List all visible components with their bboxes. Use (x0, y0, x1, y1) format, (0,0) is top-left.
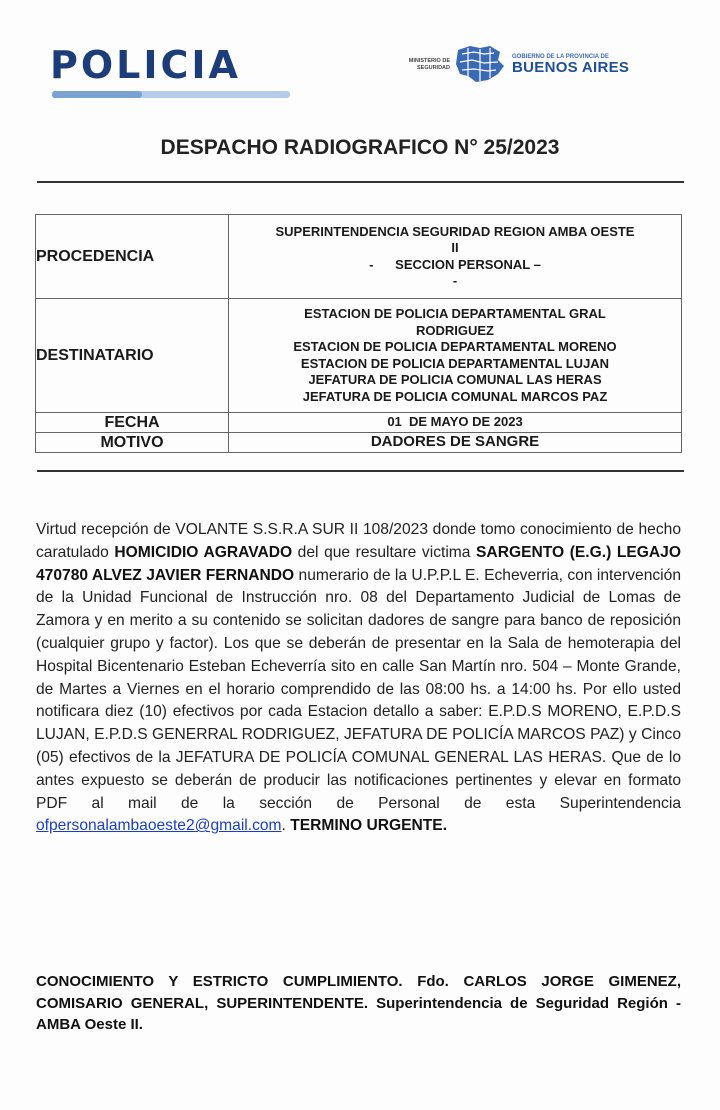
signature-block: CONOCIMIENTO Y ESTRICTO CUMPLIMIENTO. Fdo. CARLOS JORGE GIMENEZ, COMISARIO GENERAL, SUPERINTENDENTE. Superintendencia de Seguridad Región - AMBA Oeste II. (36, 973, 681, 1033)
motivo-label: MOTIVO (36, 433, 229, 453)
motivo-value: DADORES DE SANGRE (229, 433, 682, 453)
policia-logo-stripe (52, 91, 290, 98)
dispatch-info-table (35, 214, 682, 453)
procedencia-label: PROCEDENCIA (36, 215, 229, 299)
title-divider (37, 181, 684, 183)
procedencia-value: SUPERINTENDENCIA SEGURIDAD REGION AMBA OESTE II - SECCION PERSONAL – - (229, 215, 682, 299)
gobierno-buenos-aires-logo (380, 44, 660, 84)
fecha-label: FECHA (36, 413, 229, 433)
urgent-notice: TERMINO URGENTE. (290, 817, 448, 835)
procedencia-row (36, 215, 682, 299)
destinatario-row (36, 299, 682, 413)
victim-name: SARGENTO (E.G.) LEGAJO 470780 ALVEZ JAVIER FERNANDO (36, 543, 681, 584)
buenos-aires-text: BUENOS AIRES (512, 59, 630, 76)
ministerio-seguridad-text: MINISTERIO DE SEGURIDAD (408, 58, 450, 71)
fecha-value: 01 DE MAYO DE 2023 (229, 413, 682, 433)
policia-logo-text: POLICIA (50, 43, 241, 87)
case-title: HOMICIDIO AGRAVADO (114, 543, 293, 561)
table-divider (37, 470, 684, 472)
destinatario-value: ESTACION DE POLICIA DEPARTAMENTAL GRAL RODRIGUEZ ESTACION DE POLICIA DEPARTAMENTAL MORENO ESTACION DE POLICIA DEPARTAMENTAL LUJAN JEFATURA DE POLICIA COMUNAL LAS HERAS JEFATURA DE POLICIA COMUNAL MARCOS PAZ (229, 299, 682, 413)
province-map-icon (454, 44, 506, 84)
destinatario-label: DESTINATARIO (36, 299, 229, 413)
motivo-row (36, 433, 682, 453)
fecha-row (36, 413, 682, 433)
dispatch-body: Virtud recepción de VOLANTE S.S.R.A SUR II 108/2023 donde tomo conocimiento de hecho caratulado HOMICIDIO AGRAVADO del que resultare victima SARGENTO (E.G.) LEGAJO 470780 ALVEZ JAVIER FERNANDO numerario de la U.P.P.L E. Echeverria, con intervención de la Unidad Funcional de Instrucción nro. 08 del Departamento Judicial de Lomas de Zamora y en merito a su contenido se solicitan dadores de sangre para banco de reposición (cualquier grupo y factor). Los que se deberán de presentar en la Sala de hemoterapia del Hospital Bicentenario Esteban Echeverría sito en calle San Martín nro. 504 – Monte Grande, de Martes a Viernes en el horario comprendido de las 08:00 hs. a 14:00 hs. Por ello usted notificara diez (10) efectivos por cada Estacion detallo a saber: E.P.D.S MORENO, E.P.D.S LUJAN, E.P.D.S GENERRAL RODRIGUEZ, JEFATURA DE POLICÍA MARCOS PAZ) y Cinco (05) efectivos de la JEFATURA DE POLICÍA COMUNAL GENERAL LAS HERAS. Que de lo antes expuesto se deberán de producir las notificaciones pertinentes y elevar en formato PDF al mail de la sección de Personal de esta Superintendencia ofpersonalambaoeste2@gmail.com. TERMINO URGENTE. (36, 521, 681, 835)
email-link[interactable]: ofpersonalambaoeste2@gmail.com (36, 817, 282, 835)
gobierno-provincia-text: GOBIERNO DE LA PROVINCIA DE (512, 54, 609, 60)
document-title: DESPACHO RADIOGRAFICO N° 25/2023 (160, 136, 560, 159)
